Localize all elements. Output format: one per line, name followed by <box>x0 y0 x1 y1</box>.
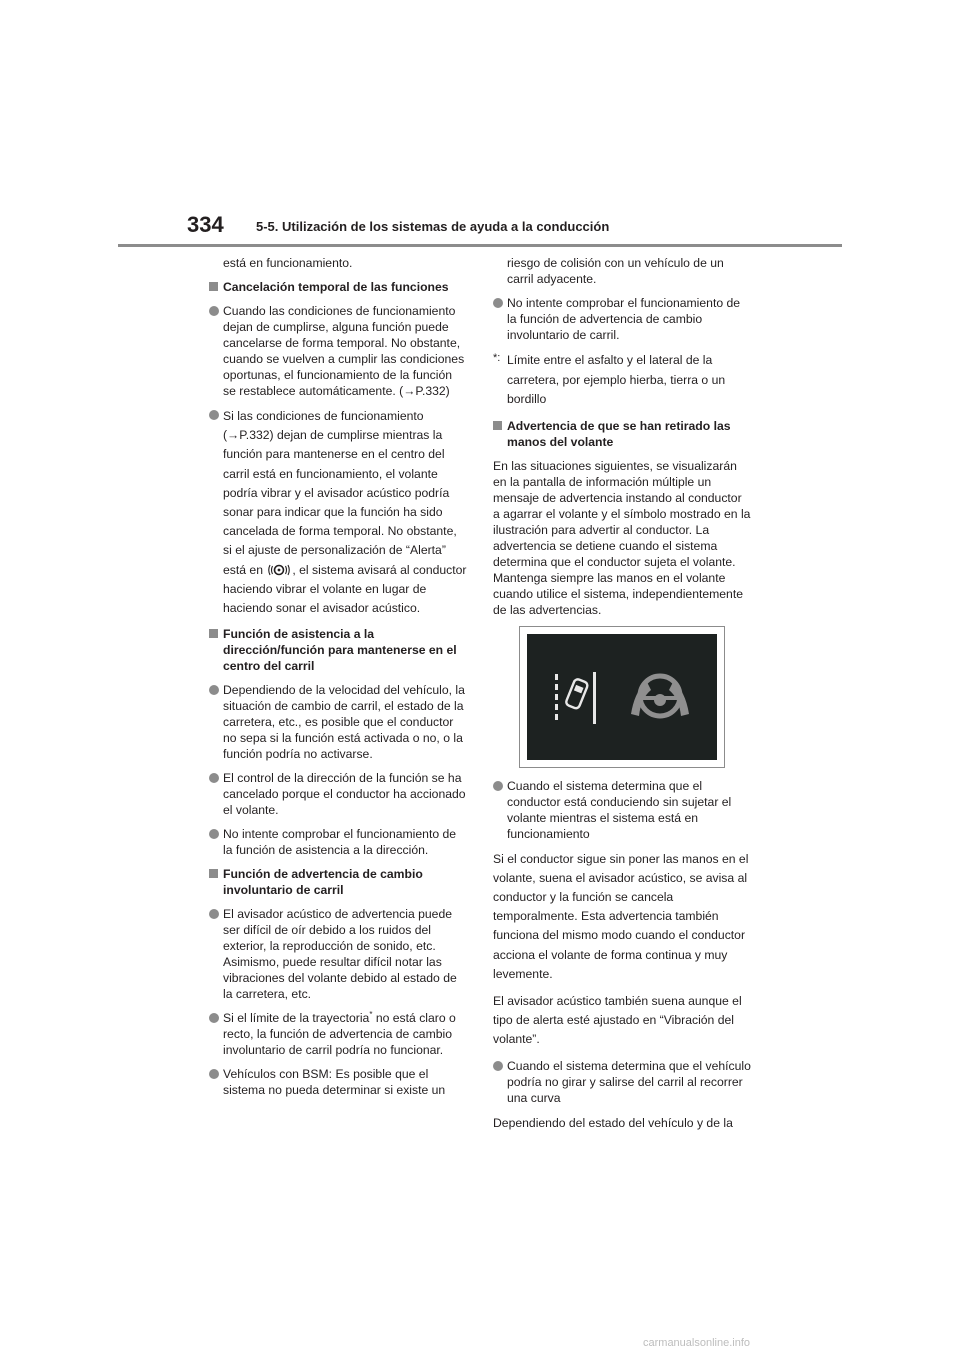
multi-information-display <box>527 634 717 760</box>
round-bullet-icon <box>209 306 219 316</box>
list-item: Cuando el sistema determina que el vehículo podría no girar y salirse del carril al recorrer una curva <box>493 1058 751 1106</box>
page-number: 334 <box>187 212 224 237</box>
paragraph: está en funcionamiento. <box>223 256 353 270</box>
square-bullet-icon <box>209 869 218 878</box>
round-bullet-icon <box>493 298 503 308</box>
round-bullet-icon <box>209 829 219 839</box>
chapter-title: 5-5. Utilización de los sistemas de ayuda a la conducción <box>256 219 610 234</box>
paragraph: Si el conductor sigue sin poner las manos en el volante, suena el avisador acústico, se avisa al conductor y la función se cancela temporalmente. Esta advertencia también funciona del mismo modo cuando el conductor acciona el volante de forma continua y muy levemente. <box>493 851 749 981</box>
paragraph: Dependiendo del estado del vehículo y de la <box>493 1115 733 1130</box>
header-rule <box>118 244 842 247</box>
right-column <box>493 255 751 1141</box>
paragraph: riesgo de colisión con un vehículo de un carril adyacente. <box>507 256 724 286</box>
section-heading: Cancelación temporal de las funciones <box>209 279 467 295</box>
paragraph: El avisador acústico también suena aunque el tipo de alerta esté ajustado en “Vibración del volante”. <box>493 993 742 1047</box>
round-bullet-icon <box>209 909 219 919</box>
footnote: *: Límite entre el asfalto y el lateral de la carretera, por ejemplo hierba, tierra o un bordillo <box>493 351 751 410</box>
watermark: carmanualsonline.info <box>643 1337 751 1349</box>
square-bullet-icon <box>209 629 218 638</box>
footnote-mark: *: <box>493 352 501 364</box>
list-item: Si el límite de la trayectoria* no está claro o recto, la función de advertencia de cambio involuntario de carril podría no funcionar. <box>209 1010 467 1058</box>
hands-on-wheel-icon <box>527 634 717 760</box>
footnote-marker: * <box>369 1010 373 1020</box>
square-bullet-icon <box>493 421 502 430</box>
list-item: El avisador acústico de advertencia puede ser difícil de oír debido a los ruidos del exterior, la reproducción de sonido, etc. Asimismo, puede resultar difícil notar las vibraciones del volante debido al estado de la carretera, etc. <box>209 906 467 1002</box>
round-bullet-icon <box>493 1061 503 1071</box>
vibration-icon <box>268 563 290 577</box>
section-heading: Advertencia de que se han retirado las manos del volante <box>493 418 751 450</box>
list-item: Vehículos con BSM: Es posible que el sistema no pueda determinar si existe un <box>209 1066 467 1098</box>
round-bullet-icon <box>209 1013 219 1023</box>
list-item: Cuando las condiciones de funcionamiento dejan de cumplirse, alguna función puede cancelarse de forma temporal. No obstante, cuando se vuelven a cumplir las condiciones oportunas, el funcionamiento de la función se restablece automáticamente. (→P.332) <box>209 303 467 399</box>
list-item: Si las condiciones de funcionamiento (→P.332) dejan de cumplirse mientras la función para mantenerse en el centro del carril está en funcionamiento, el volante podría vibrar y el avisador acústico podría sonar para indicar que la función ha sido cancelada de forma temporal. No obstante, si el ajuste de personalización de “Alerta” está en , el sistema avisará al conductor haciendo vibrar el volante en lugar de haciendo sonar el avisador acústico. <box>209 407 467 618</box>
paragraph: En las situaciones siguientes, se visualizarán en la pantalla de información múltiple un mensaje de advertencia instando al conductor a agarrar el volante y el símbolo mostrado en la ilustración para advertir al conductor. La advertencia se detiene cuando el sistema determina que el conductor sujeta el volante. Mantenga siempre las manos en el volante cuando utilice el sistema, independientemente de las advertencias. <box>493 458 751 617</box>
round-bullet-icon <box>209 410 219 420</box>
warning-illustration <box>519 626 725 768</box>
list-item: No intente comprobar el funcionamiento de la función de asistencia a la dirección. <box>209 826 467 858</box>
left-column <box>209 255 467 1106</box>
round-bullet-icon <box>209 685 219 695</box>
section-heading: Función de asistencia a la dirección/función para mantenerse en el centro del carril <box>209 626 467 674</box>
list-item: Dependiendo de la velocidad del vehículo, la situación de cambio de carril, el estado de la carretera, etc., es posible que el conductor no sepa si la función está activada o no, o la función podría no activarse. <box>209 682 467 762</box>
square-bullet-icon <box>209 282 218 291</box>
round-bullet-icon <box>209 1069 219 1079</box>
round-bullet-icon <box>209 773 219 783</box>
round-bullet-icon <box>493 781 503 791</box>
list-item: El control de la dirección de la función se ha cancelado porque el conductor ha accionado el volante. <box>209 770 467 818</box>
section-heading: Función de advertencia de cambio involuntario de carril <box>209 866 467 898</box>
list-item: Cuando el sistema determina que el conductor está conduciendo sin sujetar el volante mientras el sistema está en funcionamiento <box>493 778 751 842</box>
list-item: No intente comprobar el funcionamiento de la función de advertencia de cambio involuntario de carril. <box>493 295 751 343</box>
